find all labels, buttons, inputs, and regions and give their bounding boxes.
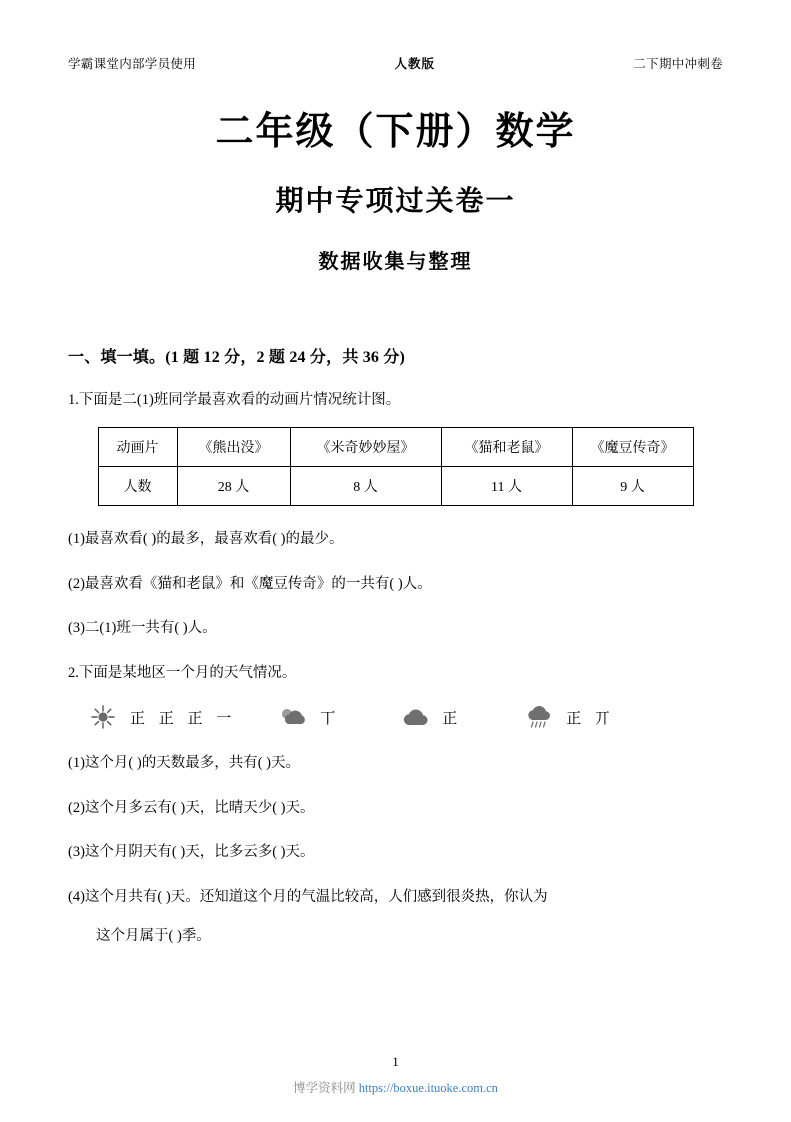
sun-icon — [88, 704, 122, 730]
page-topic: 数据收集与整理 — [318, 249, 473, 273]
weather-tally-row — [68, 704, 723, 730]
statistics-table — [98, 427, 694, 506]
page-subtitle: 期中专项过关卷一 — [275, 184, 516, 217]
weather-entry-rainy — [524, 704, 615, 730]
watermark-label: 博学资料网 — [293, 1081, 359, 1095]
weather-tally-sunny: 正 正 正 一 — [130, 710, 237, 727]
page-number: 1 — [392, 1054, 399, 1069]
table-cell: 动画片 — [98, 428, 177, 467]
question-2-stem: 2.下面是某地区一个月的天气情况。 — [68, 664, 297, 681]
question-1-item-3: (3)二(1)班一共有( )人。 — [68, 620, 217, 637]
table-cell: 《魔豆传奇》 — [572, 428, 693, 467]
question-1-item-2: (2)最喜欢看《猫和老鼠》和《魔豆传奇》的一共有( )人。 — [68, 575, 432, 592]
weather-entry-sunny — [88, 704, 236, 730]
table-row — [98, 467, 693, 506]
table-cell: 9 人 — [572, 467, 693, 506]
question-2-item-2: (2)这个月多云有( )天，比晴天少( )天。 — [68, 799, 315, 816]
header-right-text: 二下期中冲刺卷 — [633, 57, 723, 71]
table-cell: 8 人 — [290, 467, 441, 506]
rain-icon — [524, 704, 558, 730]
footer-watermark — [0, 1078, 791, 1096]
question-2-item-1: (1)这个月( )的天数最多，共有( )天。 — [68, 755, 300, 772]
weather-tally-rainy: 正 丌 — [566, 710, 616, 727]
header-left-text: 学霸课堂内部学员使用 — [68, 57, 197, 71]
watermark-url: https://boxue.ituoke.com.cn — [358, 1081, 498, 1095]
table-cell: 11 人 — [441, 467, 572, 506]
question-2-item-3: (3)这个月阴天有( )天，比多云多( )天。 — [68, 844, 315, 861]
table-cell: 28 人 — [177, 467, 290, 506]
table-cell: 人数 — [98, 467, 177, 506]
section-heading-1: 一、填一填。(1 题 12 分，2 题 24 分，共 36 分) — [68, 349, 406, 366]
table-cell: 《熊出没》 — [177, 428, 290, 467]
question-2-item-4: (4)这个月共有( )天。还知道这个月的气温比较高，人们感到很炎热，你认为 — [68, 888, 548, 905]
cloud-sun-icon — [278, 704, 312, 730]
header-center-text: 人教版 — [394, 57, 435, 71]
weather-entry-partly-cloudy — [278, 704, 340, 730]
statistics-table-wrap — [68, 427, 723, 506]
table-cell: 《猫和老鼠》 — [441, 428, 572, 467]
cloud-icon — [400, 704, 434, 730]
question-1-stem: 1.下面是二(1)班同学最喜欢看的动画片情况统计图。 — [68, 392, 401, 408]
weather-entry-cloudy — [400, 704, 462, 730]
page-title: 二年级（下册）数学 — [215, 108, 576, 153]
weather-tally-partly-cloudy: 丅 — [320, 710, 341, 727]
weather-tally-cloudy: 正 — [442, 710, 463, 727]
question-2-item-4-cont: 这个月属于( )季。 — [96, 928, 211, 945]
table-row — [98, 428, 693, 467]
question-1-item-1: (1)最喜欢看( )的最多，最喜欢看( )的最少。 — [68, 531, 344, 548]
table-cell: 《米奇妙妙屋》 — [290, 428, 441, 467]
page-header — [68, 0, 723, 72]
